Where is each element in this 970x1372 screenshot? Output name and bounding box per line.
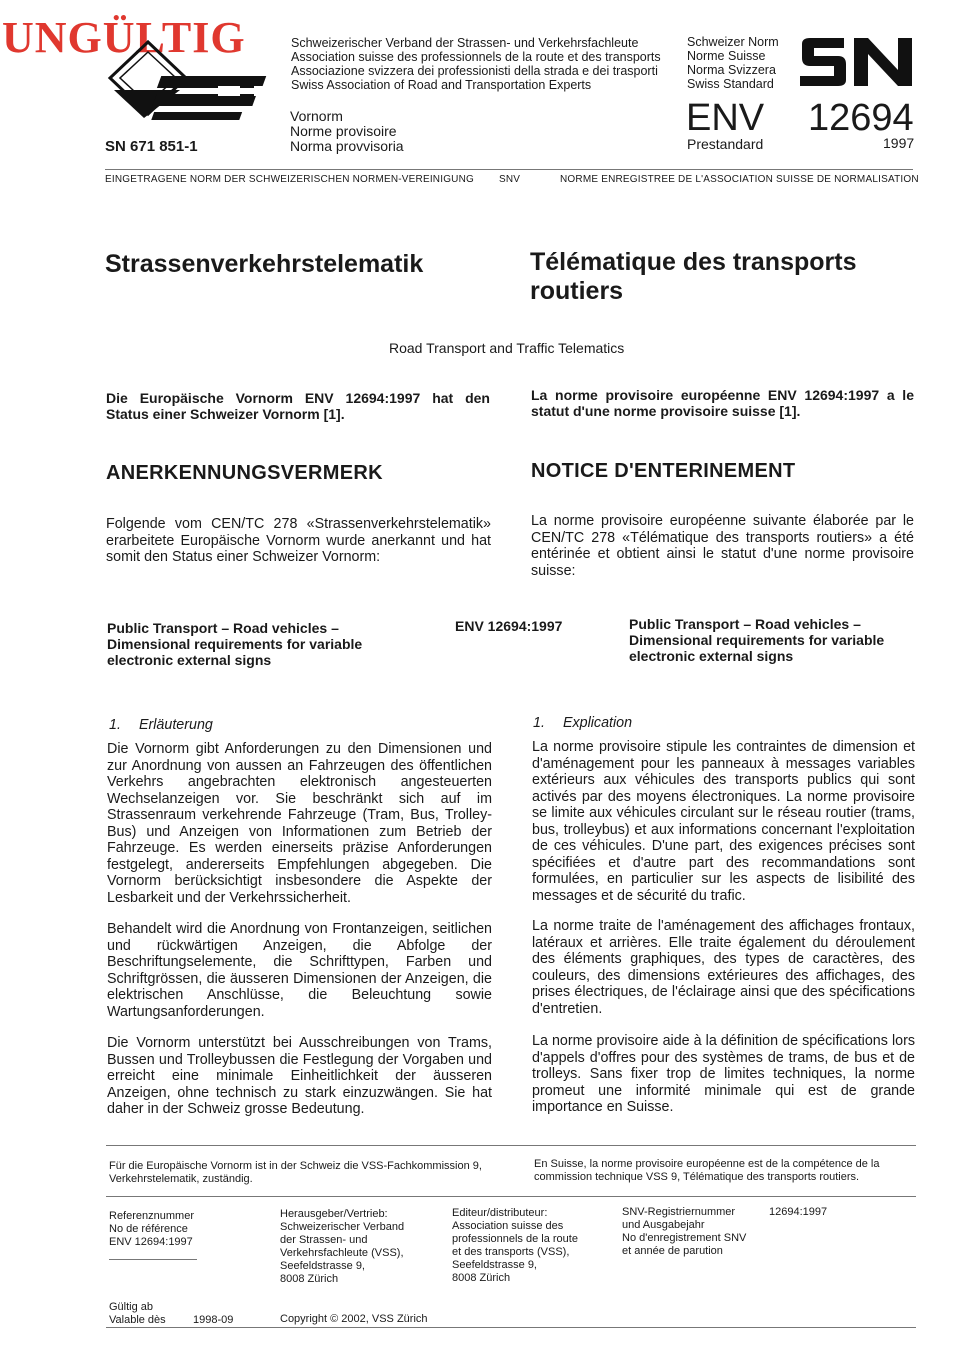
paragraph-de-3: Die Vornorm unterstützt bei Ausschreibungen von Trams, Bussen und Trolleybussen die Festlegung der Vorgaben und erreicht eine minimale Einheitlichkeit der äusseren Anzeigen, ohne technisch zu stark einzuzwängen. Sie hat daher in der Schweiz grosse Bedeutung. [107,1035,492,1117]
paragraph-fr-2: La norme traite de l'aménagement des affichages frontaux, latéraux et arrières. Elle traite également du déroulement des éléments graphiques, des types de caractères, des couleurs, des dimensions extérieures des affichages, des prises électriques, de l'éclairage ainsi que des spécifications d'entretien. [532,918,915,1017]
notice-heading-fr: NOTICE D'ENTERINEMENT [531,460,796,482]
commission-fr: En Suisse, la norme provisoire européenne est de la compétence de la commission technique VSS 9, Télématique des transports routiers. [534,1158,880,1183]
paragraph-fr-1: La norme provisoire stipule les contraintes de dimension et d'aménagement pour les panneaux à messages variables extérieurs aux véhicules des transports publics qui sont activés par des moyens électroniques. La norme provisoire se limite aux véhicules circulant sur le réseau routier (trams, bus, trolleybus) et aux informations concernant l'exploitation de ces véhicules. D'une part, des exigences précises sont spécifiées et d'autre part des recommandations sont formulées, en particulier sur les aspects de lisibilité des messages et de sécurité du trafic. [532,739,915,904]
vss-logo-icon [100,30,285,130]
status-de: Die Europäische Vornorm ENV 12694:1997 hat den Status einer Schweizer Vornorm [1]. [106,390,490,422]
notice-text-fr: La norme provisoire européenne suivante élaborée par le CEN/TC 278 «Télématique des transports routiers» a été entérinée et obtient ainsi le statut d'une norme provisoire suisse: [531,513,914,579]
notice-heading-de: ANERKENNUNGSVERMERK [106,462,383,484]
provisional-norm-labels: Vornorm Norme provisoire Norma provvisoria [290,108,404,154]
association-de: Schweizerischer Verband der Strassen- und Verkehrsfachleute [291,36,639,50]
valid-from-label: Gültig ab Valable dès [109,1301,166,1326]
association-it: Associazione svizzera dei professionisti della strada e dei trasporti [291,64,658,78]
section-heading-fr: 1. Explication [533,715,633,731]
association-en: Swiss Association of Road and Transportation Experts [291,78,592,92]
norm-languages: Schweizer Norm Norme Suisse Norma Svizzera Swiss Standard [687,35,779,91]
standard-title-fr: Public Transport – Road vehicles – Dimensional requirements for variable electronic external signs [629,616,885,664]
invalid-stamp: UNGÜLTIG [2,13,246,62]
commission-de: Für die Europäische Vornorm ist in der Schweiz die VSS-Fachkommission 9, Verkehrstelematik, zuständig. [109,1160,482,1185]
copyright: Copyright © 2002, VSS Zürich [280,1313,428,1325]
snv-registration: SNV-Registriernummer und Ausgabejahr No d'enregistrement SNV et année de parution [622,1206,747,1257]
sn-number: SN 671 851-1 [105,138,198,155]
association-fr: Association suisse des professionnels de la route et des transports [291,50,661,64]
paragraph-fr-3: La norme provisoire aide à la définition de spécifications lors d'appels d'offres pour des systèmes de trams, de bus et de trolleys. Sans fixer trop de limites techniques, la norme promeut une informité minimale qui est de grande importance en Suisse. [532,1033,915,1115]
status-fr: La norme provisoire européenne ENV 12694:1997 a le statut d'une norme provisoire suisse [1]. [531,387,914,419]
paragraph-de-1: Die Vornorm gibt Anforderungen zu den Dimensionen und zur Anordnung von aussen an Fahrzeugen des öffentlichen Verkehrs angebrachten elektronisch angesteuerten Wechselanzeigen vor. Sie beschränkt sich auf im Strassenraum verkehrende Fahrzeuge (Tram, Bus, Trolley-Bus) und Anzeigen von Informationen zum Betrieb der Fahrzeuge. Es werden einerseits präzise Anforderungen festgelegt, andererseits Empfehlungen abgegeben. Die Vornorm berücksichtigt insbesondere die Aspekte der Lesbarkeit und der Verkehrssicherheit. [107,741,492,906]
env-label: ENV [686,97,765,139]
standard-code: ENV 12694:1997 [455,618,563,634]
section-heading-de: 1. Erläuterung [109,717,213,733]
env-number: 12694 [808,97,914,139]
header-divider [105,169,913,170]
footer-divider-mid [106,1196,916,1197]
prestandard-label: Prestandard [687,136,764,152]
sn-logo-icon [798,36,914,88]
reference-underline [109,1259,197,1260]
publisher-de: Herausgeber/Vertrieb: Schweizerischer Verband der Strassen- und Verkehrsfachleute (VSS), Seefeldstrasse 9, 8008 Zürich [280,1208,405,1285]
snv-registration-value: 12694:1997 [769,1206,828,1218]
footer-divider-top [106,1145,916,1146]
valid-from-date: 1998-09 [193,1314,234,1326]
reference-number: Referenznummer No de référence ENV 12694:1997 [109,1210,194,1248]
notice-text-de: Folgende vom CEN/TC 278 «Strassenverkehrstelematik» erarbeitete Europäische Vornorm wurde anerkannt und hat somit den Status einer Schweizer Vornorm: [106,516,491,565]
standard-title-de: Public Transport – Road vehicles – Dimensional requirements for variable electronic external signs [107,620,363,668]
standard-year: 1997 [883,135,915,151]
association-names [291,36,661,92]
title-de: Strassenverkehrstelematik [105,250,424,278]
paragraph-de-2: Behandelt wird die Anordnung von Frontanzeigen, seitlichen und rückwärtigen Anzeigen, die Abfolge der Beschriftungselemente, die Schrifttypen, Farben und Schriftgrössen, die äusseren Dimensionen der Anzeigen, die elektrischen Anschlüsse, die Beleuchtung sowie Wartungsanforderungen. [107,921,492,1020]
publisher-fr: Editeur/distributeur: Association suisse des professionnels de la route et des transports (VSS), Seefeldstrasse 9, 8008 Zürich [452,1207,578,1284]
title-fr: Télématique des transports routiers [530,248,857,305]
footer-divider-bottom [106,1327,916,1328]
title-en: Road Transport and Traffic Telematics [389,340,625,356]
